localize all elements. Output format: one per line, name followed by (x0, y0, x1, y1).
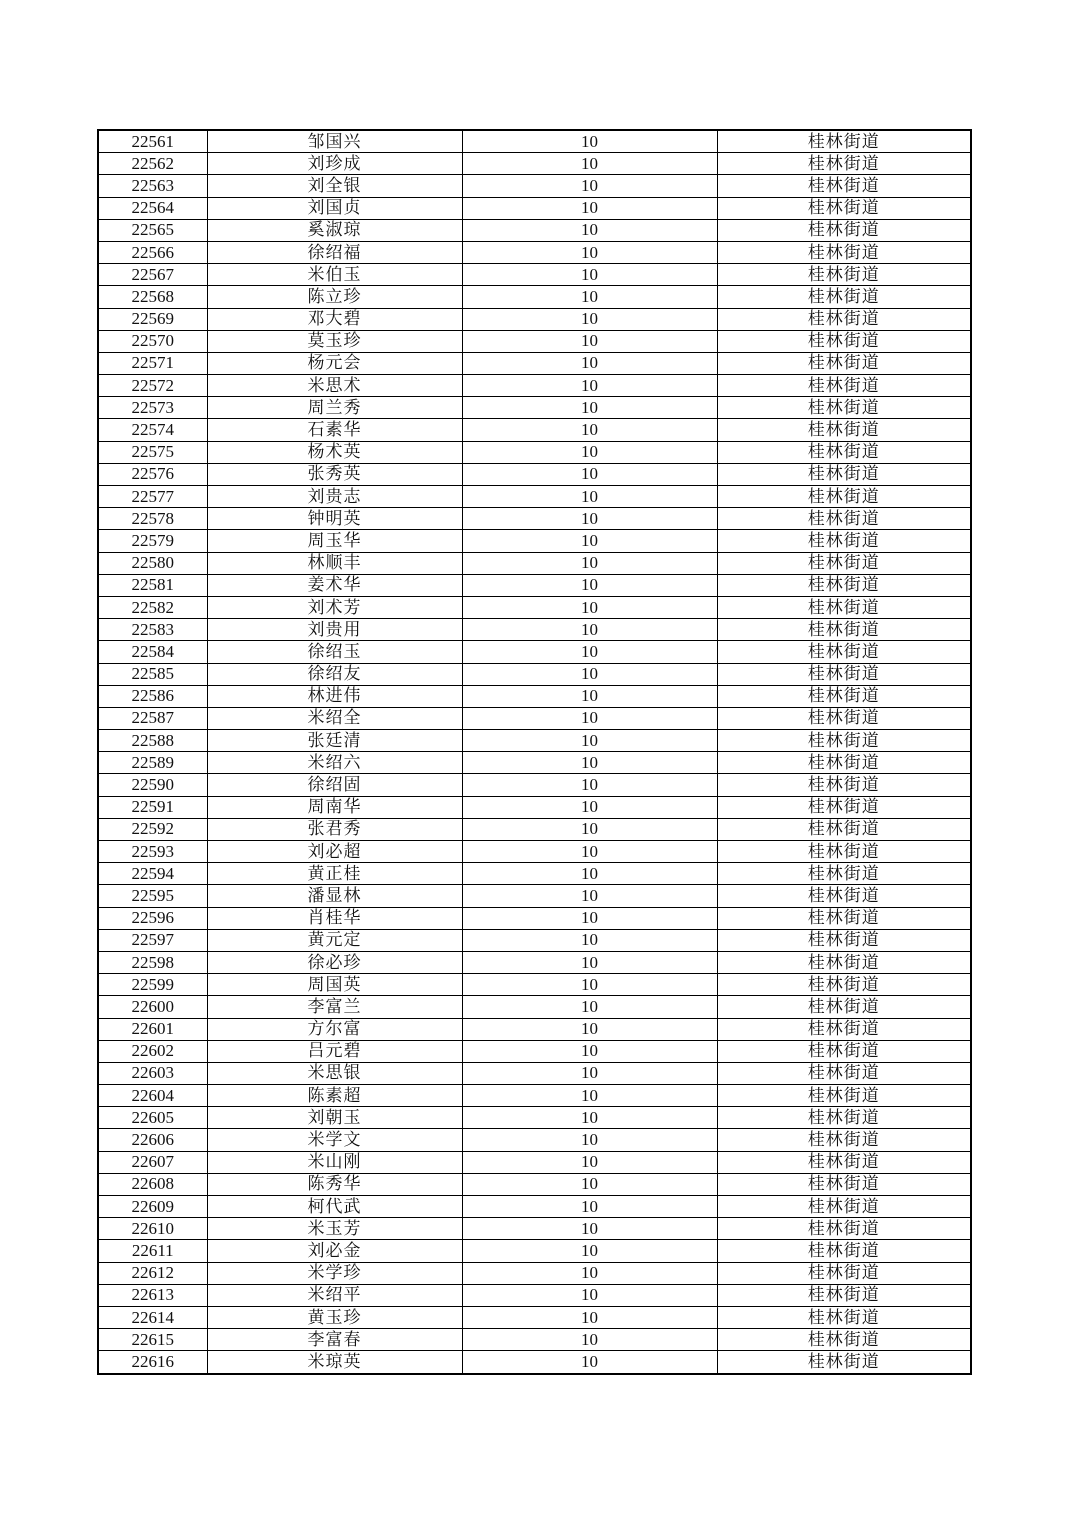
table-row (98, 1351, 971, 1374)
amount-cell: 10 (462, 330, 717, 352)
amount-cell: 10 (462, 530, 717, 552)
street-cell: 桂林街道 (717, 130, 971, 153)
person-name-cell: 邹国兴 (207, 130, 462, 153)
street-cell: 桂林街道 (717, 907, 971, 929)
street-cell: 桂林街道 (717, 1173, 971, 1195)
table-row (98, 175, 971, 197)
table-row (98, 996, 971, 1018)
amount-cell: 10 (462, 130, 717, 153)
row-number-cell: 22607 (98, 1151, 207, 1173)
street-cell: 桂林街道 (717, 596, 971, 618)
row-number-cell: 22561 (98, 130, 207, 153)
amount-cell: 10 (462, 752, 717, 774)
table-row (98, 841, 971, 863)
street-cell: 桂林街道 (717, 508, 971, 530)
amount-cell: 10 (462, 574, 717, 596)
amount-cell: 10 (462, 1173, 717, 1195)
street-cell: 桂林街道 (717, 419, 971, 441)
table-row (98, 419, 971, 441)
person-name-cell: 刘术芳 (207, 596, 462, 618)
amount-cell: 10 (462, 685, 717, 707)
street-cell: 桂林街道 (717, 796, 971, 818)
row-number-cell: 22570 (98, 330, 207, 352)
table-row (98, 130, 971, 153)
person-name-cell: 米学珍 (207, 1262, 462, 1284)
amount-cell: 10 (462, 929, 717, 951)
person-name-cell: 刘贵志 (207, 486, 462, 508)
table-row (98, 663, 971, 685)
person-name-cell: 刘国贞 (207, 197, 462, 219)
person-name-cell: 李富春 (207, 1329, 462, 1351)
street-cell: 桂林街道 (717, 574, 971, 596)
table-row (98, 330, 971, 352)
table-row (98, 1129, 971, 1151)
street-cell: 桂林街道 (717, 463, 971, 485)
row-number-cell: 22611 (98, 1240, 207, 1262)
row-number-cell: 22600 (98, 996, 207, 1018)
street-cell: 桂林街道 (717, 685, 971, 707)
street-cell: 桂林街道 (717, 552, 971, 574)
person-name-cell: 张君秀 (207, 818, 462, 840)
street-cell: 桂林街道 (717, 219, 971, 241)
person-name-cell: 周南华 (207, 796, 462, 818)
person-name-cell: 米绍平 (207, 1284, 462, 1306)
person-name-cell: 陈秀华 (207, 1173, 462, 1195)
amount-cell: 10 (462, 508, 717, 530)
amount-cell: 10 (462, 441, 717, 463)
row-number-cell: 22594 (98, 863, 207, 885)
street-cell: 桂林街道 (717, 330, 971, 352)
row-number-cell: 22567 (98, 264, 207, 286)
street-cell: 桂林街道 (717, 929, 971, 951)
person-name-cell: 刘贵用 (207, 619, 462, 641)
amount-cell: 10 (462, 286, 717, 308)
amount-cell: 10 (462, 197, 717, 219)
amount-cell: 10 (462, 419, 717, 441)
street-cell: 桂林街道 (717, 1329, 971, 1351)
amount-cell: 10 (462, 463, 717, 485)
amount-cell: 10 (462, 153, 717, 175)
row-number-cell: 22598 (98, 951, 207, 973)
amount-cell: 10 (462, 1018, 717, 1040)
table-row (98, 1306, 971, 1328)
row-number-cell: 22613 (98, 1284, 207, 1306)
amount-cell: 10 (462, 486, 717, 508)
row-number-cell: 22581 (98, 574, 207, 596)
person-name-cell: 莫玉珍 (207, 330, 462, 352)
person-name-cell: 米思术 (207, 375, 462, 397)
row-number-cell: 22563 (98, 175, 207, 197)
street-cell: 桂林街道 (717, 619, 971, 641)
row-number-cell: 22588 (98, 730, 207, 752)
person-name-cell: 米思银 (207, 1062, 462, 1084)
amount-cell: 10 (462, 175, 717, 197)
person-name-cell: 刘全银 (207, 175, 462, 197)
amount-cell: 10 (462, 1262, 717, 1284)
street-cell: 桂林街道 (717, 1018, 971, 1040)
person-name-cell: 杨元会 (207, 352, 462, 374)
row-number-cell: 22578 (98, 508, 207, 530)
row-number-cell: 22565 (98, 219, 207, 241)
row-number-cell: 22587 (98, 707, 207, 729)
row-number-cell: 22568 (98, 286, 207, 308)
person-name-cell: 刘必超 (207, 841, 462, 863)
street-cell: 桂林街道 (717, 1351, 971, 1374)
person-name-cell: 米绍六 (207, 752, 462, 774)
table-row (98, 1240, 971, 1262)
table-row (98, 974, 971, 996)
table-row (98, 1040, 971, 1062)
table-row (98, 1151, 971, 1173)
table-row (98, 1329, 971, 1351)
person-name-cell: 米绍全 (207, 707, 462, 729)
amount-cell: 10 (462, 841, 717, 863)
row-number-cell: 22562 (98, 153, 207, 175)
person-name-cell: 吕元碧 (207, 1040, 462, 1062)
street-cell: 桂林街道 (717, 752, 971, 774)
person-name-cell: 刘必金 (207, 1240, 462, 1262)
roster-table (97, 129, 972, 1375)
street-cell: 桂林街道 (717, 641, 971, 663)
row-number-cell: 22564 (98, 197, 207, 219)
table-row (98, 641, 971, 663)
amount-cell: 10 (462, 818, 717, 840)
table-row (98, 153, 971, 175)
person-name-cell: 徐绍福 (207, 241, 462, 263)
person-name-cell: 陈素超 (207, 1085, 462, 1107)
person-name-cell: 方尔富 (207, 1018, 462, 1040)
table-row (98, 508, 971, 530)
amount-cell: 10 (462, 774, 717, 796)
street-cell: 桂林街道 (717, 885, 971, 907)
person-name-cell: 徐绍玉 (207, 641, 462, 663)
table-row (98, 685, 971, 707)
amount-cell: 10 (462, 308, 717, 330)
person-name-cell: 刘珍成 (207, 153, 462, 175)
street-cell: 桂林街道 (717, 375, 971, 397)
street-cell: 桂林街道 (717, 175, 971, 197)
table-row (98, 1218, 971, 1240)
amount-cell: 10 (462, 1218, 717, 1240)
table-row (98, 1284, 971, 1306)
table-row (98, 1085, 971, 1107)
person-name-cell: 林顺丰 (207, 552, 462, 574)
amount-cell: 10 (462, 1107, 717, 1129)
person-name-cell: 米山刚 (207, 1151, 462, 1173)
street-cell: 桂林街道 (717, 1262, 971, 1284)
row-number-cell: 22572 (98, 375, 207, 397)
street-cell: 桂林街道 (717, 996, 971, 1018)
table-row (98, 1062, 971, 1084)
street-cell: 桂林街道 (717, 153, 971, 175)
table-row (98, 441, 971, 463)
street-cell: 桂林街道 (717, 352, 971, 374)
person-name-cell: 潘显林 (207, 885, 462, 907)
table-row (98, 552, 971, 574)
street-cell: 桂林街道 (717, 774, 971, 796)
table-row (98, 730, 971, 752)
person-name-cell: 米伯玉 (207, 264, 462, 286)
person-name-cell: 李富兰 (207, 996, 462, 1018)
street-cell: 桂林街道 (717, 1107, 971, 1129)
row-number-cell: 22591 (98, 796, 207, 818)
person-name-cell: 奚淑琼 (207, 219, 462, 241)
street-cell: 桂林街道 (717, 397, 971, 419)
row-number-cell: 22569 (98, 308, 207, 330)
row-number-cell: 22602 (98, 1040, 207, 1062)
street-cell: 桂林街道 (717, 308, 971, 330)
street-cell: 桂林街道 (717, 286, 971, 308)
amount-cell: 10 (462, 1085, 717, 1107)
person-name-cell: 徐绍固 (207, 774, 462, 796)
row-number-cell: 22616 (98, 1351, 207, 1374)
row-number-cell: 22580 (98, 552, 207, 574)
person-name-cell: 周玉华 (207, 530, 462, 552)
amount-cell: 10 (462, 1329, 717, 1351)
street-cell: 桂林街道 (717, 863, 971, 885)
row-number-cell: 22573 (98, 397, 207, 419)
street-cell: 桂林街道 (717, 1218, 971, 1240)
amount-cell: 10 (462, 241, 717, 263)
row-number-cell: 22571 (98, 352, 207, 374)
row-number-cell: 22577 (98, 486, 207, 508)
person-name-cell: 黄玉珍 (207, 1306, 462, 1328)
table-row (98, 1107, 971, 1129)
person-name-cell: 米学文 (207, 1129, 462, 1151)
street-cell: 桂林街道 (717, 1129, 971, 1151)
street-cell: 桂林街道 (717, 264, 971, 286)
street-cell: 桂林街道 (717, 1284, 971, 1306)
amount-cell: 10 (462, 219, 717, 241)
person-name-cell: 姜术华 (207, 574, 462, 596)
street-cell: 桂林街道 (717, 1151, 971, 1173)
row-number-cell: 22586 (98, 685, 207, 707)
amount-cell: 10 (462, 1284, 717, 1306)
amount-cell: 10 (462, 264, 717, 286)
person-name-cell: 柯代武 (207, 1196, 462, 1218)
amount-cell: 10 (462, 1351, 717, 1374)
row-number-cell: 22585 (98, 663, 207, 685)
street-cell: 桂林街道 (717, 1062, 971, 1084)
table-row (98, 219, 971, 241)
table-row (98, 463, 971, 485)
table-row (98, 752, 971, 774)
row-number-cell: 22596 (98, 907, 207, 929)
amount-cell: 10 (462, 619, 717, 641)
row-number-cell: 22592 (98, 818, 207, 840)
street-cell: 桂林街道 (717, 441, 971, 463)
table-row (98, 264, 971, 286)
table-row (98, 375, 971, 397)
person-name-cell: 黄正桂 (207, 863, 462, 885)
amount-cell: 10 (462, 1129, 717, 1151)
amount-cell: 10 (462, 1306, 717, 1328)
roster-table-body (98, 130, 971, 1374)
table-row (98, 596, 971, 618)
person-name-cell: 徐绍友 (207, 663, 462, 685)
table-row (98, 707, 971, 729)
row-number-cell: 22614 (98, 1306, 207, 1328)
table-row (98, 530, 971, 552)
amount-cell: 10 (462, 907, 717, 929)
row-number-cell: 22603 (98, 1062, 207, 1084)
table-row (98, 352, 971, 374)
row-number-cell: 22606 (98, 1129, 207, 1151)
row-number-cell: 22584 (98, 641, 207, 663)
table-row (98, 774, 971, 796)
person-name-cell: 张廷清 (207, 730, 462, 752)
amount-cell: 10 (462, 863, 717, 885)
row-number-cell: 22612 (98, 1262, 207, 1284)
street-cell: 桂林街道 (717, 530, 971, 552)
person-name-cell: 米琼英 (207, 1351, 462, 1374)
street-cell: 桂林街道 (717, 730, 971, 752)
table-row (98, 1262, 971, 1284)
street-cell: 桂林街道 (717, 663, 971, 685)
row-number-cell: 22589 (98, 752, 207, 774)
person-name-cell: 肖桂华 (207, 907, 462, 929)
table-row (98, 619, 971, 641)
person-name-cell: 徐必珍 (207, 951, 462, 973)
street-cell: 桂林街道 (717, 197, 971, 219)
table-row (98, 241, 971, 263)
row-number-cell: 22604 (98, 1085, 207, 1107)
row-number-cell: 22590 (98, 774, 207, 796)
amount-cell: 10 (462, 1151, 717, 1173)
table-row (98, 1173, 971, 1195)
amount-cell: 10 (462, 596, 717, 618)
table-row (98, 818, 971, 840)
row-number-cell: 22593 (98, 841, 207, 863)
amount-cell: 10 (462, 974, 717, 996)
amount-cell: 10 (462, 663, 717, 685)
table-row (98, 929, 971, 951)
street-cell: 桂林街道 (717, 707, 971, 729)
amount-cell: 10 (462, 1196, 717, 1218)
row-number-cell: 22582 (98, 596, 207, 618)
amount-cell: 10 (462, 996, 717, 1018)
amount-cell: 10 (462, 641, 717, 663)
amount-cell: 10 (462, 951, 717, 973)
amount-cell: 10 (462, 1062, 717, 1084)
street-cell: 桂林街道 (717, 1040, 971, 1062)
table-row (98, 1018, 971, 1040)
row-number-cell: 22608 (98, 1173, 207, 1195)
person-name-cell: 米玉芳 (207, 1218, 462, 1240)
table-row (98, 863, 971, 885)
amount-cell: 10 (462, 352, 717, 374)
amount-cell: 10 (462, 1240, 717, 1262)
amount-cell: 10 (462, 796, 717, 818)
table-row (98, 885, 971, 907)
row-number-cell: 22583 (98, 619, 207, 641)
row-number-cell: 22610 (98, 1218, 207, 1240)
table-row (98, 197, 971, 219)
street-cell: 桂林街道 (717, 1306, 971, 1328)
person-name-cell: 石素华 (207, 419, 462, 441)
table-row (98, 286, 971, 308)
table-row (98, 308, 971, 330)
row-number-cell: 22615 (98, 1329, 207, 1351)
person-name-cell: 林进伟 (207, 685, 462, 707)
person-name-cell: 杨术英 (207, 441, 462, 463)
row-number-cell: 22597 (98, 929, 207, 951)
row-number-cell: 22601 (98, 1018, 207, 1040)
street-cell: 桂林街道 (717, 974, 971, 996)
table-row (98, 397, 971, 419)
amount-cell: 10 (462, 885, 717, 907)
table-row (98, 1196, 971, 1218)
table-row (98, 907, 971, 929)
table-row (98, 486, 971, 508)
table-row (98, 796, 971, 818)
row-number-cell: 22605 (98, 1107, 207, 1129)
street-cell: 桂林街道 (717, 1196, 971, 1218)
street-cell: 桂林街道 (717, 1085, 971, 1107)
person-name-cell: 邓大碧 (207, 308, 462, 330)
table-row (98, 574, 971, 596)
person-name-cell: 周国英 (207, 974, 462, 996)
street-cell: 桂林街道 (717, 1240, 971, 1262)
person-name-cell: 陈立珍 (207, 286, 462, 308)
row-number-cell: 22566 (98, 241, 207, 263)
person-name-cell: 刘朝玉 (207, 1107, 462, 1129)
table-row (98, 951, 971, 973)
amount-cell: 10 (462, 730, 717, 752)
row-number-cell: 22579 (98, 530, 207, 552)
amount-cell: 10 (462, 397, 717, 419)
row-number-cell: 22599 (98, 974, 207, 996)
amount-cell: 10 (462, 1040, 717, 1062)
row-number-cell: 22595 (98, 885, 207, 907)
amount-cell: 10 (462, 552, 717, 574)
row-number-cell: 22576 (98, 463, 207, 485)
street-cell: 桂林街道 (717, 486, 971, 508)
row-number-cell: 22575 (98, 441, 207, 463)
street-cell: 桂林街道 (717, 241, 971, 263)
amount-cell: 10 (462, 375, 717, 397)
amount-cell: 10 (462, 707, 717, 729)
street-cell: 桂林街道 (717, 841, 971, 863)
person-name-cell: 张秀英 (207, 463, 462, 485)
row-number-cell: 22609 (98, 1196, 207, 1218)
row-number-cell: 22574 (98, 419, 207, 441)
person-name-cell: 黄元定 (207, 929, 462, 951)
person-name-cell: 周兰秀 (207, 397, 462, 419)
street-cell: 桂林街道 (717, 818, 971, 840)
street-cell: 桂林街道 (717, 951, 971, 973)
person-name-cell: 钟明英 (207, 508, 462, 530)
